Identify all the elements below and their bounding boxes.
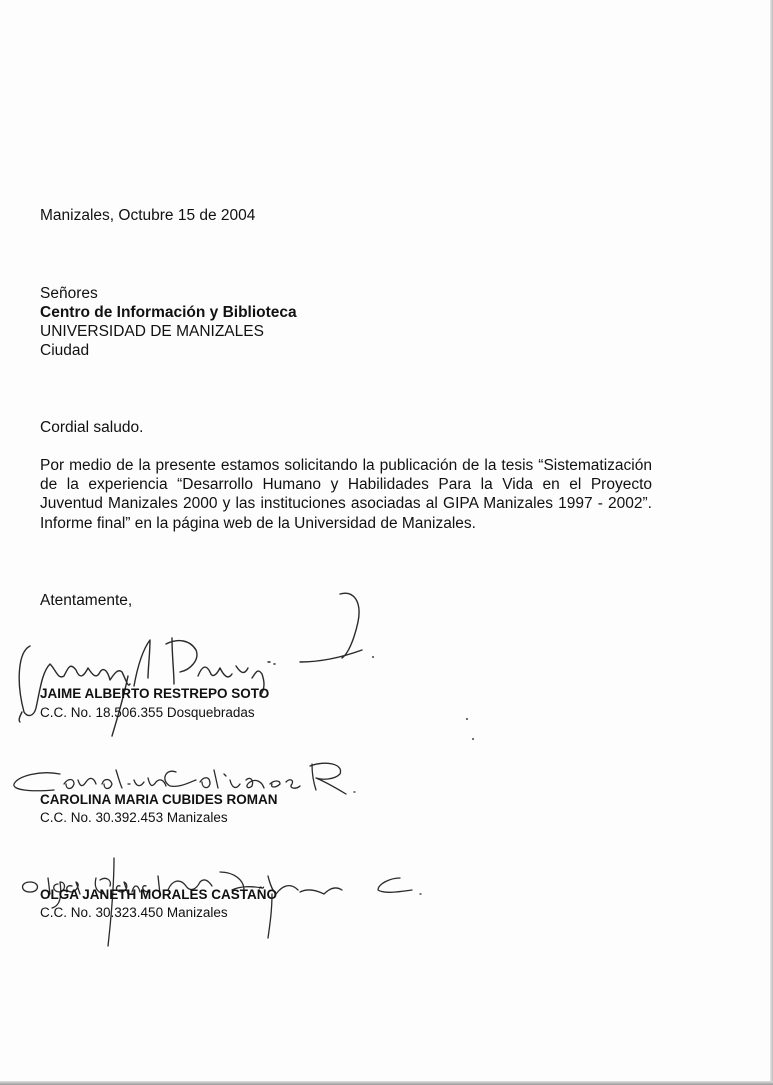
signatory-id: C.C. No. 30.323.450 Manizales [40,905,228,920]
recipient-salutation: Señores [40,285,98,302]
signatory-name: JAIME ALBERTO RESTREPO SOTO [40,686,270,701]
signatory-name: CAROLINA MARIA CUBIDES ROMAN [40,792,278,807]
recipient-institution: UNIVERSIDAD DE MANIZALES [40,323,264,340]
signature-jaime [0,580,400,750]
date-line: Manizales, Octubre 15 de 2004 [40,207,256,224]
ink-dot [372,656,374,658]
scan-edge-bottom [0,1081,773,1085]
ink-dot [466,718,468,720]
signatory-name: OLGA JANETH MORALES CASTAÑO [40,887,278,902]
recipient-city: Ciudad [40,342,90,359]
signatory-id: C.C. No. 30.392.453 Manizales [40,810,228,825]
greeting: Cordial saludo. [40,419,144,436]
recipient-department: Centro de Información y Biblioteca [40,304,297,321]
ink-dot [472,738,474,740]
letter-body: Por medio de la presente estamos solicitando la publicación de la tesis “Sistematización de la experiencia “Desarrollo Humano y Habilidades Para la Vida en el Proyecto Juventud Manizales 2000 y las instituciones asociadas al GIPA Manizales 1997 - 2002”. Informe final” en la página web de la Universidad de Manizales. [40,457,652,532]
closing: Atentamente, [40,592,133,609]
signatory-id: C.C. No. 18.506.355 Dosquebradas [40,705,255,720]
